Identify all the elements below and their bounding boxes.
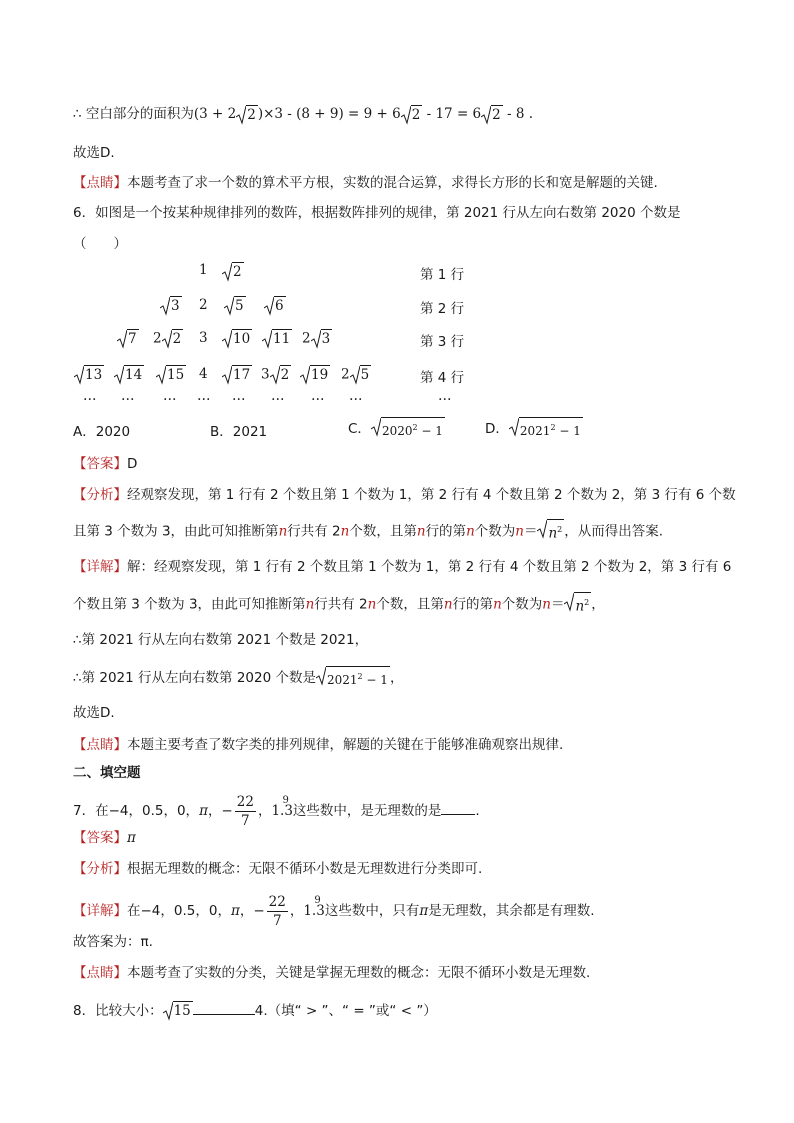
area-computation-line	[73, 104, 533, 125]
sqrt-symbol	[236, 105, 258, 125]
array-cell: 3 2	[261, 366, 290, 383]
ellipsis: …	[349, 388, 363, 404]
detail-tag: 【详解】	[73, 559, 127, 575]
q6-therefore-2: ∴第 2021 行从左向右数第 2020 个数是 $2021^2 - 1$ ，	[73, 666, 403, 690]
array-cell: 19	[300, 365, 330, 385]
comment-tag: 【点睛】	[73, 965, 127, 981]
answer-blank[interactable]	[441, 800, 475, 815]
array-cell: 10	[222, 329, 252, 349]
array-cell: 13	[74, 365, 104, 385]
ellipsis: …	[163, 388, 177, 404]
ellipsis: …	[121, 388, 135, 404]
array-cell: 2	[222, 262, 244, 282]
row-label: 第 3 行	[420, 334, 465, 350]
array-cell: 2	[199, 297, 208, 313]
option-b: B．2021	[210, 424, 268, 440]
expr-part: - 17 = 6	[422, 106, 482, 122]
radicand: 2	[247, 106, 256, 123]
repeating-decimal: 1.3 9	[303, 895, 325, 919]
answer-value: π	[127, 830, 136, 846]
q6-detail-2: 个数且第 3 个数为 3，由此可知推断第n行共有 2n个数，且第n行的第n个数为n＝ $n^2$ ，	[73, 592, 605, 617]
q6-answer	[73, 454, 137, 474]
q7-analysis: 【分析】根据无理数的概念：无限不循环小数是无理数进行分类即可.	[73, 861, 483, 877]
q6-paren: （ ）	[73, 236, 127, 252]
ellipsis: …	[83, 388, 97, 404]
q6-analysis-2: 且第 3 个数为 3，由此可知推断第n行共有 2n个数，且第n行的第n个数为n＝ $n^2$ ，从而得出答案.	[73, 519, 663, 544]
row-label: 第 1 行	[420, 267, 465, 283]
q6-detail-1	[73, 557, 731, 577]
ellipsis: …	[271, 388, 285, 404]
detail-text: 解：经观察发现，第 1 行有 2 个数且第 1 个数为 1，第 2 行有 4 个数且第 2 个数为 2，第 3 行有 6	[127, 559, 732, 575]
radicand: 2	[411, 106, 421, 123]
array-cell: 2 3	[302, 330, 331, 347]
comment-tag: 【点睛】	[73, 175, 127, 191]
analysis-tag: 【分析】	[73, 487, 127, 503]
row-label: 第 4 行	[420, 370, 465, 386]
comment-tag: 【点睛】	[73, 737, 127, 753]
answer-tag: 【答案】	[73, 456, 127, 472]
q8-stem: 8．比较大小： 15 4.（填“ > ”、“ = ”或“ < ”）	[73, 1000, 437, 1021]
q5-choice: 故选D.	[73, 145, 115, 161]
expr-part: )×3 - (8 + 9) = 9 + 6	[257, 106, 401, 122]
array-cell: 5	[224, 296, 246, 316]
array-cell: 6	[264, 296, 286, 316]
ellipsis: …	[438, 388, 452, 404]
answer-value: D	[127, 456, 138, 472]
q7-comment: 【点睛】本题考查了实数的分类，关键是掌握无理数的概念：无限不循环小数是无理数.	[73, 965, 591, 981]
q5-comment	[73, 173, 658, 193]
area-prefix: ∴ 空白部分的面积为	[73, 106, 194, 122]
fraction: $\frac{22}{7}$	[236, 793, 254, 829]
ellipsis: …	[232, 388, 246, 404]
analysis-text: 经观察发现，第 1 行有 2 个数且第 1 个数为 1，第 2 行有 4 个数且第 2 个数为 2，第 3 行有 6 个数	[127, 487, 736, 503]
array-cell: 15	[156, 365, 186, 385]
comment-text: 本题主要考查了数字类的排列规律，解题的关键在于能够准确观察出规律.	[127, 737, 564, 753]
q6-therefore-1: ∴第 2021 行从左向右数第 2021 个数是 2021，	[73, 632, 369, 648]
answer-tag: 【答案】	[73, 830, 127, 846]
section-title: 二、填空题	[73, 765, 141, 781]
analysis-tag: 【分析】	[73, 861, 127, 877]
fraction: $\frac{22}{7}$	[268, 893, 286, 929]
answer-blank[interactable]	[193, 1000, 255, 1015]
area-expression: (3 + 2 2 )×3 - (8 + 9) = 9 + 6 2 - 17 = 6 2 - 8 .	[193, 106, 534, 123]
q7-answer	[73, 828, 136, 848]
repeating-decimal: 1.3 9	[271, 795, 293, 819]
array-cell: 3	[160, 296, 182, 316]
detail-tag: 【详解】	[73, 903, 127, 919]
sqrt-symbol	[401, 105, 423, 125]
array-cell: 7	[117, 329, 139, 349]
ellipsis: …	[311, 388, 325, 404]
q7-detail: 【详解】在−4，0.5，0，π，− $\frac{22}{7}$ ，1.3 9 这些数中，只有π是无理数，其余都是有理数.	[73, 888, 595, 928]
comment-text: 本题考查了求一个数的算术平方根，实数的混合运算，求得长方形的长和宽是解题的关键.	[127, 175, 658, 191]
array-cell: 17	[222, 365, 252, 385]
sqrt-symbol	[481, 105, 503, 125]
row-label: 第 2 行	[420, 301, 465, 317]
array-cell: 14	[114, 365, 144, 385]
radicand: 2	[492, 106, 501, 123]
array-cell: 3	[199, 330, 208, 346]
array-cell: 4	[199, 366, 208, 382]
q6-stem: 6．如图是一个按某种规律排列的数阵，根据数阵排列的规律，第 2021 行从左向右数第 2020 个数是	[73, 205, 681, 221]
array-cell: 1	[199, 262, 208, 278]
q6-comment	[73, 735, 563, 755]
q6-choice: 故选D.	[73, 705, 115, 721]
expr-part: - 8 .	[502, 106, 534, 122]
option-a: A．2020	[73, 424, 131, 440]
array-cell: 2 2	[153, 330, 182, 347]
q7-final: 故答案为：π.	[73, 934, 153, 950]
option-c: C． $2020^2 - 1$	[348, 417, 445, 441]
q7-stem: 7．在−4，0.5，0，π，− $\frac{22}{7}$ ，1.3 9 这些数中，是无理数的是 .	[73, 788, 480, 828]
q6-analysis-1	[73, 485, 736, 505]
option-d: D． $2021^2 - 1$	[485, 417, 583, 441]
ellipsis: …	[197, 388, 211, 404]
array-cell: 2 5	[341, 366, 370, 383]
array-cell: 11	[262, 329, 292, 349]
expr-part: 3 + 2	[199, 106, 237, 122]
